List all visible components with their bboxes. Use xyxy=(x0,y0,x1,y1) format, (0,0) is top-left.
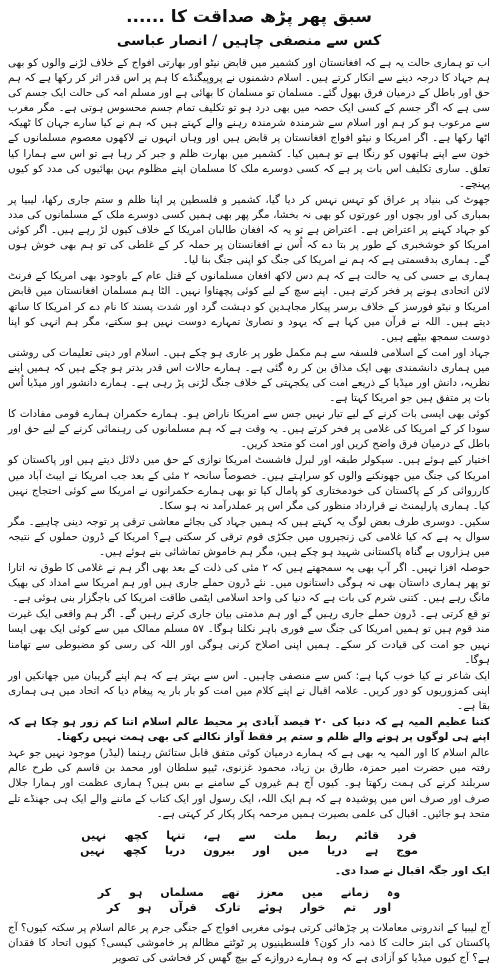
poem-word: تارک xyxy=(214,900,241,914)
poem-word: ہوئے xyxy=(258,900,283,914)
paragraph: ایک شاعر نے کیا خوب کہا ہے: کس سے منصفی چاہیں۔ اس سے بہتر ہے کہ ہم اپنے گریبان میں جھانکیں اور اپنی کمزوریوں کو دور کریں۔ علامہ اقبال نے اپنے کلام میں امت کو بار بار یہ پیغام دیا کہ اتحاد میں ہی ہماری بقا ہے۔ xyxy=(8,669,490,712)
poem-word: معزز xyxy=(257,885,284,899)
poem-word: موج xyxy=(396,843,418,857)
poem-word: ربط xyxy=(314,828,337,842)
poem-word: قائم xyxy=(354,828,380,842)
poem-line xyxy=(8,843,490,858)
poem-word: نہیں xyxy=(80,843,106,857)
article-body xyxy=(8,56,490,966)
poem-word: ملت xyxy=(273,828,297,842)
poem-word: میں xyxy=(301,885,324,899)
poem-verse-1 xyxy=(8,828,490,858)
poem-word: بیرون xyxy=(203,843,235,857)
paragraph: ہماری بے حسی کی یہ حالت ہے کہ ہم دس لاکھ افغان مسلمانوں کے قتل عام کے باوجود بھی امریکا کے فرنٹ لائن اتحادی ہونے پر فخر کرتے ہیں۔ اپنے سچ کے لیے کوئی پچھتاوا نہیں۔ الٹا ہم مسلمان افغانستان میں قابض امریکا و نیٹو فورسز کے خلاف برسر پیکار مجاہدین کو دہشت گرد اور شدت پسند کا نام دے کر امریکا کا ساتھ دیتے ہیں۔ اللہ نے قرآن میں کہا ہے کہ یہود و نصاریٰ تمہارے دوست نہیں ہو سکتے، مگر ہم انہی کو اپنا دوست سمجھ بیٹھے ہیں۔ xyxy=(8,270,490,343)
poem-line xyxy=(8,885,490,900)
poem-word: نہیں xyxy=(81,828,107,842)
poem-word: اور xyxy=(253,843,270,857)
poem-word: کچھ xyxy=(124,828,149,842)
poem-line xyxy=(8,900,490,915)
article-headline: سبق پھر پڑھ صداقت کا ...... xyxy=(126,7,372,27)
poem-word: دریا xyxy=(165,843,186,857)
poem-word: خوار xyxy=(300,900,326,914)
quote-paragraph: کتنا عظیم المیہ ہے کہ دنیا کی ۲۰ فیصد آبادی پر محیط عالم اسلام اتنا کم زور ہو چکا ہے کہ اپنے ہی لوگوں پر ہونے والے ظلم و ستم پر فقط آواز نکالنے کی بھی ہمت نہیں رکھتا۔ xyxy=(8,716,490,744)
poem-word: وہ xyxy=(386,885,401,899)
poem-word: ہے xyxy=(365,843,379,857)
poem-word: زمانے xyxy=(341,885,369,899)
paragraph: اب تو ہماری حالت یہ ہے کہ افغانستان اور کشمیر میں قابض نیٹو اور بھارتی افواج کے خلاف لڑنے والوں کو بھی ہم جہاد کا درجہ دینے سے انکار کرتے ہیں۔ اسلام دشمنوں نے پروپیگنڈے کا ہم پر اس قدر اثر کر رکھا ہے کہ ہم حق اور باطل کے درمیان فرق بھول گئے۔ مسلمان تو مسلمان کا بھائی ہے اور مسلم امہ کی حالت ایک جسم کی سی ہے کہ اگر جسم کے کسی ایک حصہ میں بھی درد ہو تو تکلیف تمام جسم محسوس ہوتی ہے۔ مگر مغرب سے مرعوب ہو کر ہم اور اسلام سے شرمندہ شرمندہ رہنے والے کہتے ہیں کہ ہم نے کیا سارے جہان کا ٹھیکہ اٹھا رکھا ہے۔ اگر امریکا و نیٹو افواج افغانستان پر قابض ہیں اور وہاں انہوں نے لاکھوں معصوم مسلمانوں کے خون سے اپنے ہاتھوں کو رنگا ہے تو ہمیں کیا۔ کشمیر میں بھارت ظلم و جبر کر رہا ہے تو اس سے ہمارا کیا تعلق۔ ساری تکلیف اس بات پر ہے کہ کسی دوسرے ملک کا مسلمان اپنے مظلوم بہن بھائیوں کی مدد کو کیوں پہنچے۔ xyxy=(8,57,490,190)
poem-word: کچھ xyxy=(123,843,148,857)
poem-word: دریا xyxy=(327,843,348,857)
paragraph: اختیار کیے ہوئے ہیں۔ سیکولر طبقہ اور لبرل فاشسٹ امریکا نوازی کے حق میں دلائل دیتے ہیں اور پاکستان کو امریکا کی جنگ میں جھونکنے والوں کو سراہتے ہیں۔ خصوصاً سانحہ ۲ مئی کے بعد جب امریکا نے ایبٹ آباد میں کارروائی کر کے پاکستان کی خودمختاری کو پامال کیا تو بھی ہمارے حکمرانوں نے امریکا سے کوئی احتجاج نہیں کیا۔ ہماری پارلیمنٹ نے قرارداد منظور کی مگر اس پر عملدرآمد نہ ہو سکا۔ xyxy=(8,454,490,512)
poem-line xyxy=(8,828,490,843)
paragraph: عالم اسلام کا اور المیہ یہ بھی ہے کہ ہمارے درمیان کوئی متفق قابل ستائش رہنما (لیڈر) موجود نہیں جو عہد رفتہ میں حضرت امیر حمزہ، طارق بن زیاد، محمود غزنوی، ٹیپو سلطان اور محمد بن قاسم کی طرح عالم سربلند کرنے کی ہمت رکھتا ہو۔ کیوں آج ہم غیروں کے سامنے بے بس ہیں؟ ہماری عظمت اور ہمارا جلال صرف اور صرف اس میں پوشیدہ ہے کہ ہم ایک اللہ، ایک رسول اور ایک کتاب کے ماننے والے ایک ہی جھنڈے تلے متحد ہو جائیں۔ اقبال کی علمی بصیرت ہمیں مرحمہ پکار پکار کر کہتی ہے۔ xyxy=(8,747,490,820)
poem-word: ہے، xyxy=(203,828,221,842)
poem-word: تنہا xyxy=(166,828,186,842)
poem-word: ہو xyxy=(129,885,143,899)
closing-paragraph: آج لیبیا کے اندرونی معاملات پر چڑھائی کرتی ہوئی مغربی افواج کے جنگی جرم پر عالم اسلام پر سکتہ کیوں؟ آج پاکستان کی ابتر حالت کا ذمہ دار کون؟ فلسطینیوں پر ٹوٹتے مظالم پر خاموشی کیسی؟ کیوں اتحاد کا فقدان ہے؟ آج کیوں میڈیا کو آزادی ہے کہ وہ ہمارے دروازے کے بیچ گھس کر فحاشی کی تصویر xyxy=(8,921,490,964)
poem-word: مسلماں xyxy=(160,885,204,899)
paragraph: سکیں۔ دوسری طرف بعض لوگ یہ کہتے ہیں کہ ہمیں جہاد کی بجائے معاشی ترقی پر توجہ دینی چاہیے۔ مگر سوال یہ ہے کہ کیا غلامی کی زنجیروں میں جکڑی قوم ترقی کر سکتی ہے؟ امریکا کے ڈرون حملوں کے نتیجہ میں ہزاروں بے گناہ پاکستانی شہید ہو چکے ہیں، مگر ہم خاموش تماشائی بنے ہوئے ہیں۔ xyxy=(8,515,490,558)
poem-word: تھے xyxy=(221,885,240,899)
poem-word: فرد xyxy=(397,828,417,842)
poem-word: اور xyxy=(374,900,392,914)
poem-verse-2 xyxy=(8,885,490,915)
poem-word: ہو xyxy=(138,900,152,914)
poem-word: کر xyxy=(106,900,121,914)
poem-word: میں xyxy=(287,843,310,857)
paragraph: کوئی بھی ایسی بات کرنے کے لیے تیار نہیں جس سے امریکا ناراض ہو۔ ہمارے حکمران ہمارے قومی مفادات کا سودا کر کے امریکا کی غلامی پر فخر کرتے ہیں۔ یہ وقت ہے کہ ہم مسلمانوں کی رہنمائی کرنے کے لیے حق اور باطل کے درمیان فرق واضح کریں اور امت کو متحد کریں۔ xyxy=(8,408,490,451)
poem-word: کر xyxy=(97,885,112,899)
poem-word: قرآں xyxy=(169,900,197,914)
poem-word: تم xyxy=(343,900,357,914)
paragraph: جھوٹ کی بنیاد پر عراق کو تہس نہس کر دیا گیا، کشمیر و فلسطین پر اپنا ظلم و ستم جاری رکھا، لیبیا پر بمباری کی اور بچوں اور عورتوں کو بھی نہ بخشا، مگر پھر بھی ہمیں کسی دوسرے ملک کے مسلمانوں کی مدد کو جہاد کہنے پر اعتراض ہے۔ اعتراض ہے تو یہ کہ افغان طالبان امریکا کے خلاف کیوں لڑ رہے ہیں۔ اگر کوئی امریکا کو خوشخبری کے طور پر بتا دے کہ اُس نے افغانستان پر حملہ کر کے غلطی کی تو ہم بھی خوش ہوں گے۔ ہماری بدقسمتی ہے کہ ہم نے امریکا کی جنگ کو اپنی جنگ بنا لیا۔ xyxy=(8,193,490,267)
paragraph: حوصلہ افزا نہیں۔ اگر آپ بھی یہ سمجھتے ہیں کہ ۲ مئی کی ذلت کے بعد بھی اگر ہم نے غلامی کا طوق نہ اتارا تو پھر ہماری داستان بھی نہ ہوگی داستانوں میں۔ نئے ڈرون حملے جاری ہیں اور ہم امریکا سے امداد کی بھیک مانگ رہے ہیں۔ کتنی شرم کی بات ہے کہ دنیا کی واحد اسلامی ایٹمی طاقت امریکا کی باجگزار بنی ہوئی ہے۔ xyxy=(8,562,490,605)
paragraph: جہاد اور امت کے اسلامی فلسفہ سے ہم مکمل طور پر عاری ہو چکے ہیں۔ اسلام اور دینی تعلیمات کی روشنی میں ہماری دانشمندی بھی ایک مذاق بن کر رہ گئی ہے۔ ہمارے حالات اس قدر بدتر ہو چکے ہیں کہ ہمیں اپنے نظریہ، دانش اور میڈیا کے ذریعے امت کی یکجہتی کے خلاف جنگ لڑنی پڑ رہی ہے۔ ہمارے دانشور اور میڈیا اُس بات پر متفق ہیں جو امریکا کہتا ہے۔ xyxy=(8,346,490,405)
poem-word: سے xyxy=(238,828,256,842)
article-byline: کس سے منصفی چاہیں / انصار عباسی xyxy=(116,33,382,49)
poem-intro: ایک اور جگہ اقبال نے صدا دی۔ xyxy=(334,864,490,877)
paragraph: تو قع کرتی ہے۔ ڈرون حملے جاری رہیں گے اور ہم مذمتی بیان جاری کرتے رہیں گے۔ اگر ہم واقعی ایک غیرت مند قوم ہیں تو ہمیں امریکا کی جنگ سے فوری باہر نکلنا ہوگا۔ ۵۷ مسلم ممالک میں سے کوئی ایک بھی ایسا نہیں جو امت کی قیادت کر سکے۔ ہمیں اپنی اصلاح کرنی ہوگی اور اللہ کی رسی کو مضبوطی سے تھامنا ہوگا۔ xyxy=(8,608,490,666)
